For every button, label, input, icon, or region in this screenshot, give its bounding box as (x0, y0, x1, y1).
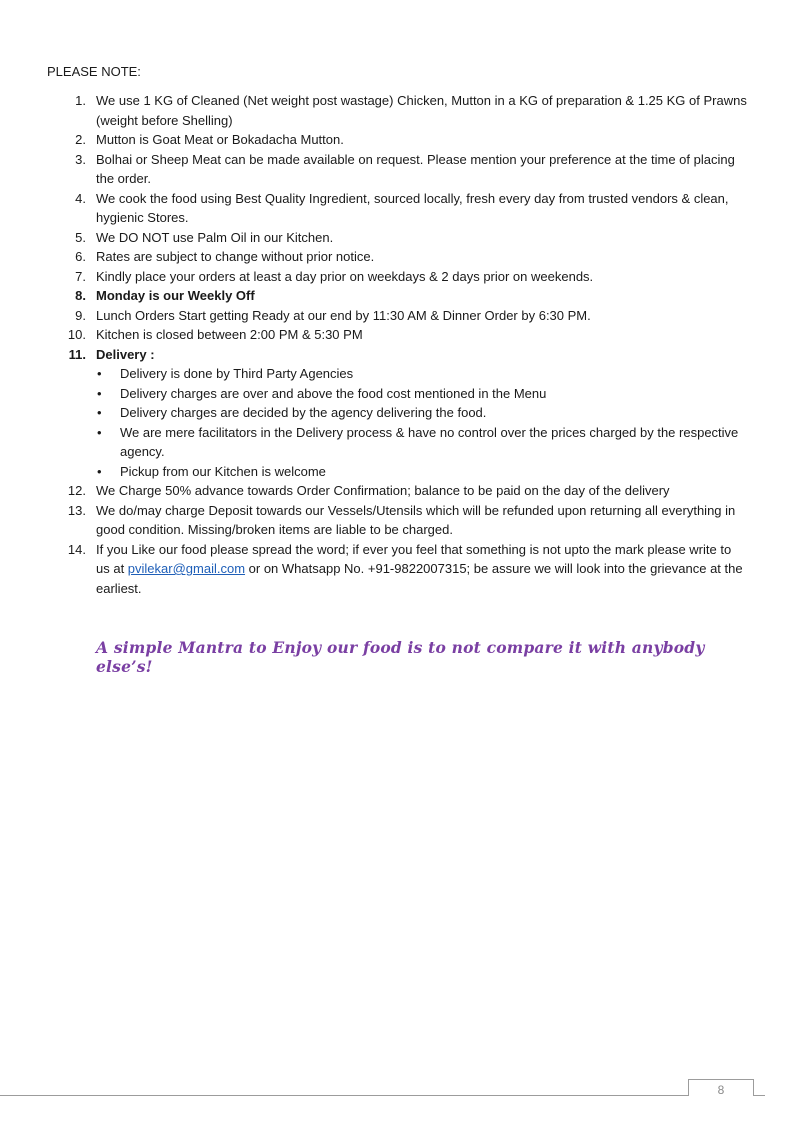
note-item (0, 130, 793, 150)
bullet-icon: • (97, 385, 102, 401)
note-text-before: If you Like our food please spread the word; if ever you feel that something is not upto the mark please write to us at (96, 541, 732, 576)
note-number: 4. (75, 190, 86, 206)
note-text: Kindly place your orders at least a day prior on weekdays & 2 days prior on weekends. (96, 268, 594, 284)
bullet-icon: • (97, 424, 102, 440)
note-text: We DO NOT use Palm Oil in our Kitchen. (96, 229, 334, 245)
note-number: 6. (75, 249, 86, 264)
note-item-weekly-off (0, 286, 793, 306)
note-item (0, 325, 793, 345)
note-number: 1. (75, 93, 86, 108)
bullet-icon: • (97, 405, 102, 420)
mantra-tagline: A simple Mantra to Enjoy our food is to not compare it with anybody else’s! (96, 638, 705, 676)
delivery-item (96, 403, 747, 423)
note-item (0, 481, 793, 501)
note-number: 2. (75, 132, 86, 147)
note-number: 12. (67, 483, 86, 498)
delivery-item (96, 462, 747, 482)
note-number: 9. (75, 307, 86, 323)
note-item (0, 150, 793, 189)
delivery-item-text: Delivery charges are over and above the food cost mentioned in the Menu (120, 385, 547, 401)
note-number: 7. (75, 268, 86, 284)
note-number: 5. (75, 229, 86, 245)
note-number: 13. (67, 502, 86, 518)
note-number: 8. (75, 288, 86, 303)
delivery-item (96, 384, 747, 404)
note-item-delivery (0, 345, 793, 482)
note-text: Rates are subject to change without prior notice. (96, 249, 375, 264)
bullet-icon: • (97, 366, 102, 381)
page-number: 8 (688, 1079, 754, 1096)
note-text: We Charge 50% advance towards Order Confirmation; balance to be paid on the day of the delivery (96, 483, 670, 498)
note-item (0, 306, 793, 326)
note-text: Mutton is Goat Meat or Bokadacha Mutton. (96, 132, 344, 147)
note-number: 10. (67, 327, 86, 342)
note-text: Delivery : (96, 346, 155, 362)
note-text: We use 1 KG of Cleaned (Net weight post wastage) Chicken, Mutton in a KG of preparation & 1.25 KG of Prawns (weight before Shelling) (96, 93, 747, 128)
note-number: 3. (75, 151, 86, 167)
page-heading: PLEASE NOTE: (47, 64, 141, 79)
note-item (0, 189, 793, 228)
note-text: Kitchen is closed between 2:00 PM & 5:30 PM (96, 327, 363, 342)
note-text: Lunch Orders Start getting Ready at our end by 11:30 AM & Dinner Order by 6:30 PM. (96, 307, 591, 323)
email-link[interactable]: pvilekar@gmail.com (127, 561, 246, 576)
delivery-sub-list (96, 364, 747, 481)
note-item (0, 228, 793, 248)
note-text: We cook the food using Best Quality Ingredient, sourced locally, fresh every day from trusted vendors & clean, hygienic Stores. (96, 190, 729, 225)
note-item (0, 91, 793, 130)
note-number: 14. (67, 541, 86, 557)
delivery-item (96, 423, 747, 462)
note-item (0, 247, 793, 267)
delivery-item-text: Delivery is done by Third Party Agencies (120, 366, 354, 381)
notes-list (0, 91, 793, 598)
delivery-item-text: We are mere facilitators in the Delivery process & have no control over the prices charged by the respective agency. (120, 424, 739, 459)
note-text-after: or on Whatsapp No. +91-9822007315; be assure we will look into the grievance at the earliest. (96, 561, 743, 596)
note-item (0, 267, 793, 287)
note-number: 11. (68, 346, 86, 362)
note-item (0, 501, 793, 540)
note-text: We do/may charge Deposit towards our Vessels/Utensils which will be refunded upon returning all everything in good condition. Missing/broken items are liable to be charged. (96, 502, 736, 537)
bullet-icon: • (97, 463, 102, 479)
delivery-item (96, 364, 747, 384)
delivery-item-text: Pickup from our Kitchen is welcome (120, 463, 326, 479)
footer-divider (0, 1095, 765, 1096)
note-text: Bolhai or Sheep Meat can be made available on request. Please mention your preference at the time of placing the order. (96, 151, 735, 186)
note-item-contact (0, 540, 793, 599)
note-text: Monday is our Weekly Off (96, 288, 255, 303)
delivery-item-text: Delivery charges are decided by the agency delivering the food. (120, 405, 487, 420)
